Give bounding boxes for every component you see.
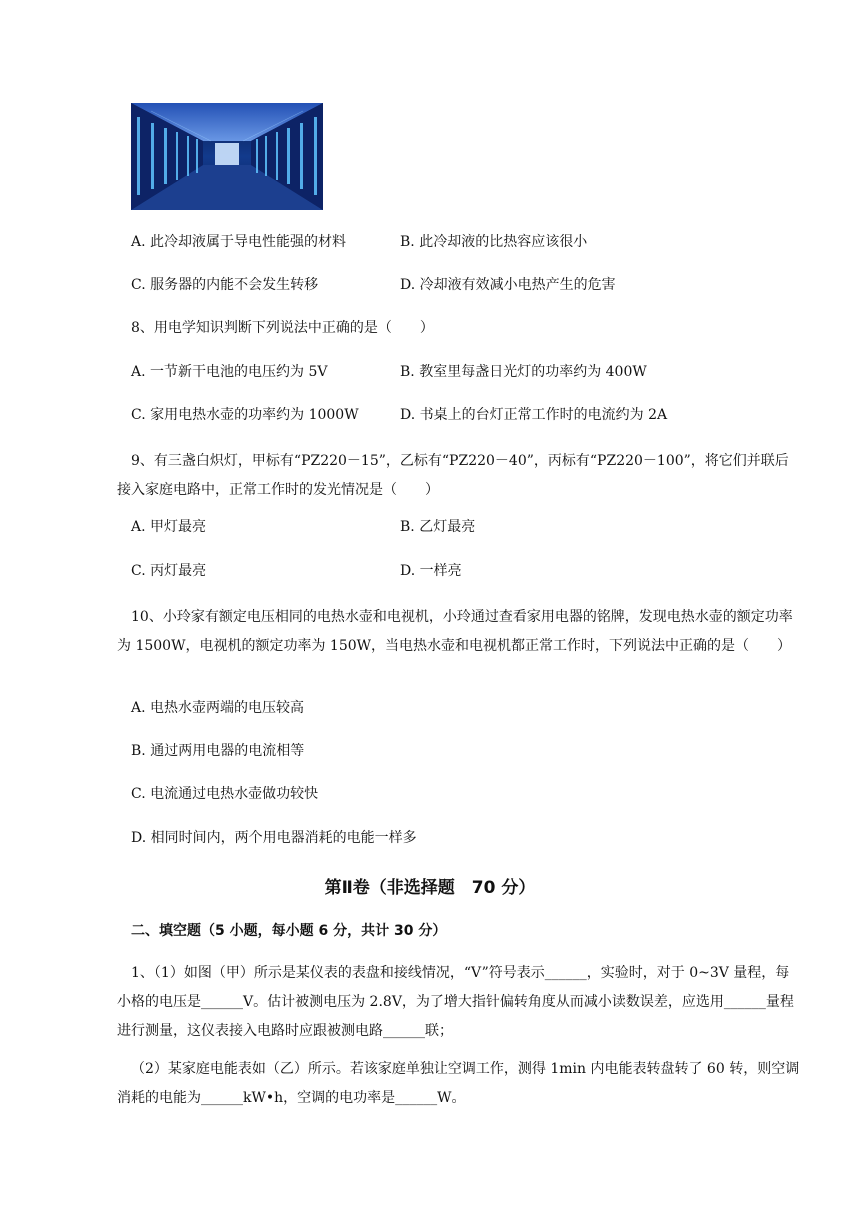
fill-in-section-heading: 二、填空题（5 小题，每小题 6 分，共计 30 分） [131,923,447,939]
q7-option-b: B. 此冷却液的比热容应该很小 [400,234,588,250]
q10-stem: 10、小玲家有额定电压相同的电热水壶和电视机，小玲通过查看家用电器的铭牌，发现电热水壶的额定功率为 1500W，电视机的额定功率为 150W，当电热水壶和电视机都正常工作时，下列说法中正确的是（ ） [117,609,793,654]
q9-option-b: B. 乙灯最亮 [400,519,476,535]
q9-option-c: C. 丙灯最亮 [131,563,207,579]
q9-stem: 9、有三盏白炽灯，甲标有“PZ220－15”，乙标有“PZ220－40”，丙标有“PZ220－100”，将它们并联后接入家庭电路中，正常工作时的发光情况是（ ） [117,453,789,498]
server-room-image [131,103,323,210]
q8-option-b: B. 教室里每盏日光灯的功率约为 400W [400,364,647,380]
q8-stem: 8、用电学知识判断下列说法中正确的是（ ） [131,320,434,336]
fill-q1-part2: （2）某家庭电能表如（乙）所示。若该家庭单独让空调工作，测得 1min 内电能表转盘转了 60 转，则空调消耗的电能为______kW•h，空调的电功率是______W。 [117,1061,800,1106]
q7-option-c: C. 服务器的内能不会发生转移 [131,277,319,293]
part2-title: 第Ⅱ卷（非选择题 70 分） [324,878,536,898]
q8-option-a: A. 一节新干电池的电压约为 5V [131,364,328,380]
q10-option-b: B. 通过两用电器的电流相等 [131,743,305,759]
q7-option-d: D. 冷却液有效减小电热产生的危害 [400,277,616,293]
q10-option-a: A. 电热水壶两端的电压较高 [131,700,305,716]
q10-option-c: C. 电流通过电热水壶做功较快 [131,786,319,802]
q8-option-c: C. 家用电热水壶的功率约为 1000W [131,407,359,423]
q7-option-a: A. 此冷却液属于导电性能强的材料 [131,234,347,250]
q9-option-d: D. 一样亮 [400,563,462,579]
q10-option-d: D. 相同时间内，两个用电器消耗的电能一样多 [131,830,417,846]
q9-option-a: A. 甲灯最亮 [131,519,207,535]
fill-q1-part1: 1、（1）如图（甲）所示是某仪表的表盘和接线情况，“V”符号表示______，实验时，对于 0~3V 量程，每小格的电压是______V。估计被测电压为 2.8V，为了增大指针偏转角度从而减小读数误差，应选用______量程进行测量，这仪表接入电路时应跟被测电路______联； [117,965,794,1039]
q8-option-d: D. 书桌上的台灯正常工作时的电流约为 2A [400,407,668,423]
